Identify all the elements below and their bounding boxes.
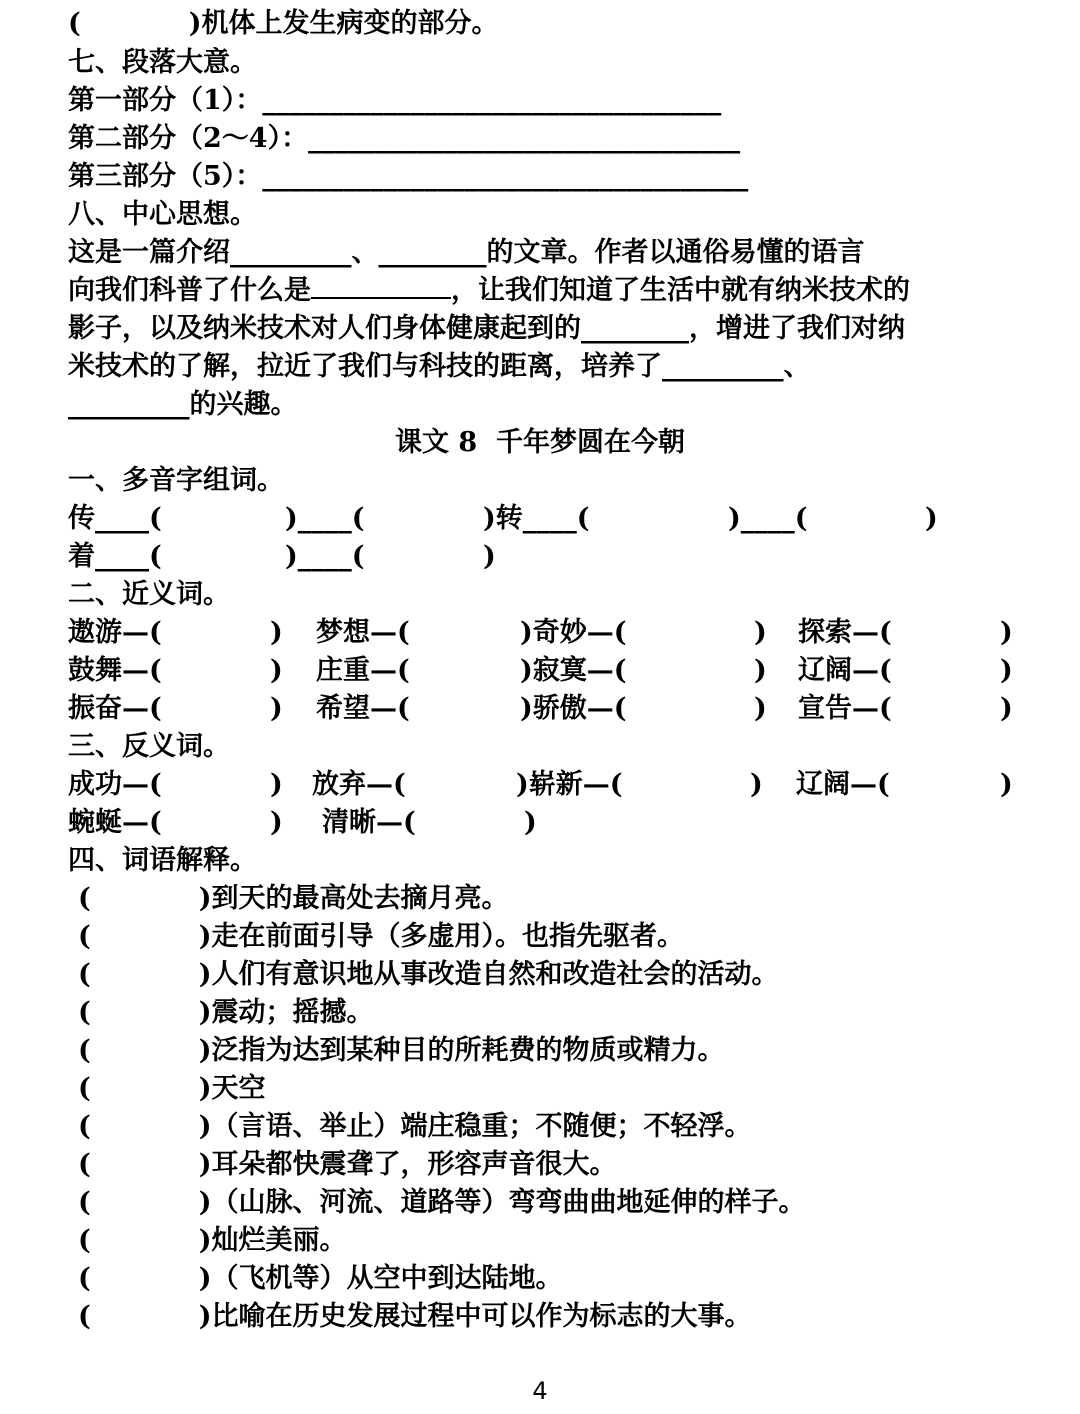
antonym-cell: 成功—( <box>68 769 162 800</box>
definition-line: ( )（山脉、河流、道路等）弯弯曲曲地延伸的样子。 <box>78 1187 806 1218</box>
definition-line: ( )到天的最高处去摘月亮。 <box>78 883 509 914</box>
synonym-cell: 庄重—( <box>316 655 410 686</box>
lesson-title: 课文 8 千年梦圆在今朝 <box>395 427 685 458</box>
page-number: 4 <box>532 1377 548 1405</box>
answer-blank[interactable]: _________ <box>68 389 190 420</box>
antonym-cell: ) <box>524 807 537 838</box>
section-heading-7: 七、段落大意。 <box>68 47 257 78</box>
part-1-line <box>68 82 721 120</box>
synonym-cell: ) <box>754 655 767 686</box>
paragraph-line <box>68 234 865 272</box>
antonym-cell: ) <box>270 769 283 800</box>
definition-line: ( )天空 <box>78 1073 266 1104</box>
synonym-cell: 遨游—( <box>68 617 162 648</box>
antonym-cell: 辽阔—( <box>796 769 890 800</box>
synonym-cell: )奇妙—( <box>520 617 627 648</box>
answer-blank[interactable] <box>311 273 451 299</box>
polyphone-cell: )____( <box>728 503 808 534</box>
synonym-row <box>68 652 1018 690</box>
text-segment: 向我们科普了什么是 <box>68 275 311 306</box>
synonym-cell: ) <box>754 617 767 648</box>
part-label: 第一部分（1）： <box>68 85 263 116</box>
antonym-row <box>68 766 1018 804</box>
definition-line: ( )（言语、举止）端庄稳重；不随便；不轻浮。 <box>78 1111 752 1142</box>
text-segment: 影子，以及纳米技术对人们身体健康起到的 <box>68 313 581 344</box>
synonym-cell: 探索—( <box>798 617 892 648</box>
synonym-cell: )寂寞—( <box>520 655 627 686</box>
section-heading-1: 一、多音字组词。 <box>68 465 284 496</box>
answer-blank[interactable]: ________ <box>581 313 689 344</box>
synonym-cell: ) <box>270 655 283 686</box>
text-segment: 的兴趣。 <box>189 389 298 420</box>
polyphone-cell: ) <box>925 503 938 534</box>
synonym-row <box>68 614 1018 652</box>
synonym-cell: ) <box>1000 693 1013 724</box>
definition-line: ( )（飞机等）从空中到达陆地。 <box>78 1263 563 1294</box>
answer-blank[interactable]: ________________________________ <box>308 123 741 154</box>
part-3-line <box>68 158 748 196</box>
polyphone-cell: )转____( <box>483 503 590 534</box>
antonym-cell: )崭新—( <box>516 769 623 800</box>
part-label: 第三部分（5）： <box>68 161 263 192</box>
paragraph-line <box>68 348 811 386</box>
synonym-cell: 振奋—( <box>68 693 162 724</box>
antonym-cell: 放弃—( <box>312 769 406 800</box>
synonym-cell: ) <box>1000 655 1013 686</box>
polyphone-cell: )____( <box>285 503 365 534</box>
synonym-cell: 鼓舞—( <box>68 655 162 686</box>
definition-line: ( )震动；摇撼。 <box>78 997 374 1028</box>
paragraph-line <box>68 310 905 348</box>
text-segment: 这是一篇介绍 <box>68 237 230 268</box>
antonym-cell: ) <box>750 769 763 800</box>
section-heading-2: 二、近义词。 <box>68 579 230 610</box>
definition-line: ( )机体上发生病变的部分。 <box>68 8 499 39</box>
polyphone-cell: 传____( <box>68 503 162 534</box>
text-segment: ，增进了我们对纳 <box>689 313 905 344</box>
synonym-cell: ) <box>270 693 283 724</box>
polyphone-row <box>68 538 1018 576</box>
polyphone-cell: )____( <box>285 541 365 572</box>
synonym-cell: 宣告—( <box>798 693 892 724</box>
paragraph-line <box>68 386 298 424</box>
synonym-row <box>68 690 1018 728</box>
synonym-cell: 梦想—( <box>316 617 410 648</box>
definition-line: ( )泛指为达到某种目的所耗费的物质或精力。 <box>78 1035 725 1066</box>
text-segment: 的文章。作者以通俗易懂的语言 <box>486 237 865 268</box>
synonym-cell: 希望—( <box>316 693 410 724</box>
answer-blank[interactable]: __________________________________ <box>262 85 722 116</box>
antonym-cell: ) <box>1000 769 1013 800</box>
synonym-cell: ) <box>270 617 283 648</box>
antonym-cell: 蜿蜒—( <box>68 807 162 838</box>
answer-blank[interactable]: _________、 <box>662 351 811 382</box>
antonym-cell: ) <box>270 807 283 838</box>
definition-line: ( )灿烂美丽。 <box>78 1225 347 1256</box>
definition-line: ( )比喻在历史发展过程中可以作为标志的大事。 <box>78 1301 752 1332</box>
antonym-cell: 清晰—( <box>322 807 416 838</box>
text-segment: 米技术的了解，拉近了我们与科技的距离，培养了 <box>68 351 662 382</box>
answer-blank[interactable]: ____________________________________ <box>262 161 749 192</box>
part-label: 第二部分（2～4）： <box>68 123 309 154</box>
paragraph-line <box>68 272 910 310</box>
section-heading-4: 四、词语解释。 <box>68 845 257 876</box>
section-heading-8: 八、中心思想。 <box>68 199 257 230</box>
polyphone-row <box>68 500 1018 538</box>
definition-line: ( )耳朵都快震聋了，形容声音很大。 <box>78 1149 617 1180</box>
definition-line: ( )人们有意识地从事改造自然和改造社会的活动。 <box>78 959 779 990</box>
synonym-cell: ) <box>1000 617 1013 648</box>
antonym-row <box>68 804 1018 842</box>
text-segment: ，让我们知道了生活中就有纳米技术的 <box>451 275 910 306</box>
definition-line: ( )走在前面引导（多虚用）。也指先驱者。 <box>78 921 685 952</box>
answer-blank[interactable]: _________、________ <box>230 237 487 268</box>
part-2-line <box>68 120 740 158</box>
synonym-cell: )骄傲—( <box>520 693 627 724</box>
synonym-cell: 辽阔—( <box>798 655 892 686</box>
polyphone-cell: ) <box>483 541 496 572</box>
polyphone-cell: 着____( <box>68 541 162 572</box>
section-heading-3: 三、反义词。 <box>68 731 230 762</box>
synonym-cell: ) <box>754 693 767 724</box>
